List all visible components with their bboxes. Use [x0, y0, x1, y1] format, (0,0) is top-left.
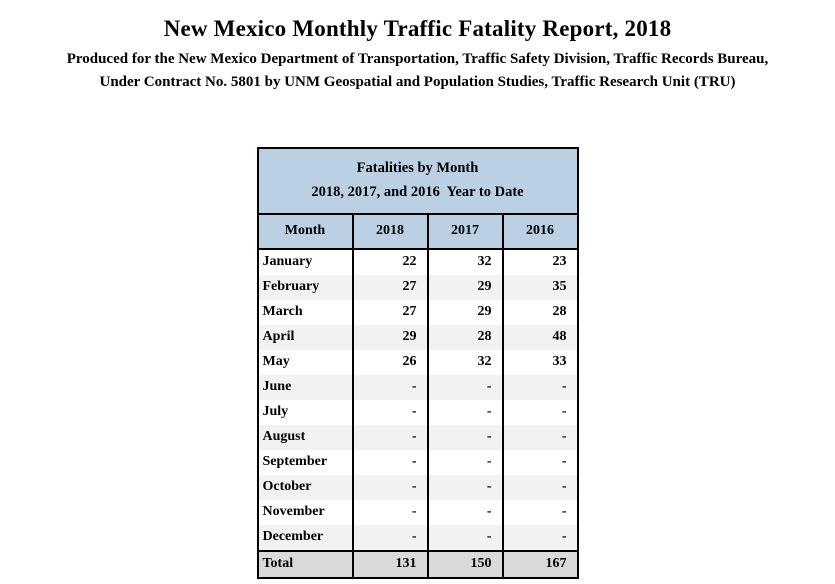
table-row	[258, 500, 578, 525]
month-cell: February	[258, 275, 353, 300]
month-cell: December	[258, 525, 353, 551]
month-cell: September	[262, 454, 328, 469]
value-cell-2017: -	[428, 375, 503, 400]
value-cell-2018: 27	[353, 275, 428, 300]
value-cell-2017: -	[428, 450, 503, 475]
value-cell-2018: 22	[353, 249, 428, 275]
value-cell-2018: -	[353, 450, 428, 475]
table-row	[258, 325, 578, 350]
total-row	[258, 551, 578, 578]
value-cell-2016: -	[503, 525, 578, 551]
subtitle-line-2: Under Contract No. 5801 by UNM Geospatial and Population Studies, Traffic Research Unit (TRU)	[99, 74, 736, 91]
value-cell-2016: -	[503, 475, 578, 500]
column-header-2016: 2016	[503, 214, 578, 249]
value-cell-2018: 26	[353, 350, 428, 375]
value-cell-2016: 48	[503, 325, 578, 350]
value-cell-2018: -	[353, 425, 428, 450]
column-header-2017: 2017	[428, 214, 503, 249]
value-cell-2016: -	[503, 375, 578, 400]
total-label: Total	[258, 551, 353, 578]
value-cell-2017: 29	[428, 300, 503, 325]
month-cell: January	[262, 254, 313, 269]
value-cell-2017: -	[428, 525, 503, 551]
table-row	[258, 525, 578, 551]
total-value-2018: 131	[353, 551, 428, 578]
value-cell-2018: -	[353, 525, 428, 551]
value-cell-2017: -	[428, 500, 503, 525]
table-row	[258, 300, 578, 325]
value-cell-2016: 35	[503, 275, 578, 300]
table-row	[258, 425, 578, 450]
table-title-row	[258, 148, 578, 214]
value-cell-2017: -	[428, 425, 503, 450]
value-cell-2017: -	[428, 475, 503, 500]
month-cell: March	[262, 304, 303, 319]
total-value-2017: 150	[428, 551, 503, 578]
month-cell: May	[262, 354, 290, 369]
total-value-2016: 167	[503, 551, 578, 578]
table-row	[258, 350, 578, 375]
value-cell-2016: -	[503, 425, 578, 450]
value-cell-2016: 33	[503, 350, 578, 375]
table-title	[258, 148, 578, 214]
month-cell: November	[262, 504, 325, 519]
value-cell-2018: 27	[353, 300, 428, 325]
month-cell: April	[258, 325, 353, 350]
value-cell-2018: -	[353, 500, 428, 525]
value-cell-2016: -	[503, 500, 578, 525]
value-cell-2017: 32	[428, 249, 503, 275]
column-header-month: Month	[258, 214, 353, 249]
value-cell-2017: 32	[428, 350, 503, 375]
table-row	[258, 475, 578, 500]
value-cell-2016: 23	[503, 249, 578, 275]
value-cell-2018: -	[353, 475, 428, 500]
table-row	[258, 375, 578, 400]
value-cell-2017: -	[428, 400, 503, 425]
month-cell: July	[262, 404, 289, 419]
value-cell-2018: -	[353, 400, 428, 425]
month-cell: June	[258, 375, 353, 400]
subtitle-line-1: Produced for the New Mexico Department of Transportation, Traffic Safety Division, Traffic Records Bureau,	[66, 51, 769, 67]
table-row	[258, 450, 578, 475]
value-cell-2016: -	[503, 450, 578, 475]
page-subtitle	[0, 48, 835, 95]
column-header-2018: 2018	[353, 214, 428, 249]
table-title-line-1: Fatalities by Month	[356, 160, 479, 177]
table-row	[258, 275, 578, 300]
column-header-row	[258, 214, 578, 249]
table-title-line-2: 2018, 2017, and 2016 Year to Date	[311, 183, 524, 200]
month-cell: October	[258, 475, 353, 500]
value-cell-2017: 29	[428, 275, 503, 300]
value-cell-2018: -	[353, 375, 428, 400]
page-title: New Mexico Monthly Traffic Fatality Report, 2018	[163, 16, 672, 41]
month-cell: August	[258, 425, 353, 450]
table-row	[258, 249, 578, 275]
value-cell-2017: 28	[428, 325, 503, 350]
fatalities-by-month-table	[257, 147, 579, 579]
value-cell-2018: 29	[353, 325, 428, 350]
table-row	[258, 400, 578, 425]
value-cell-2016: 28	[503, 300, 578, 325]
value-cell-2016: -	[503, 400, 578, 425]
